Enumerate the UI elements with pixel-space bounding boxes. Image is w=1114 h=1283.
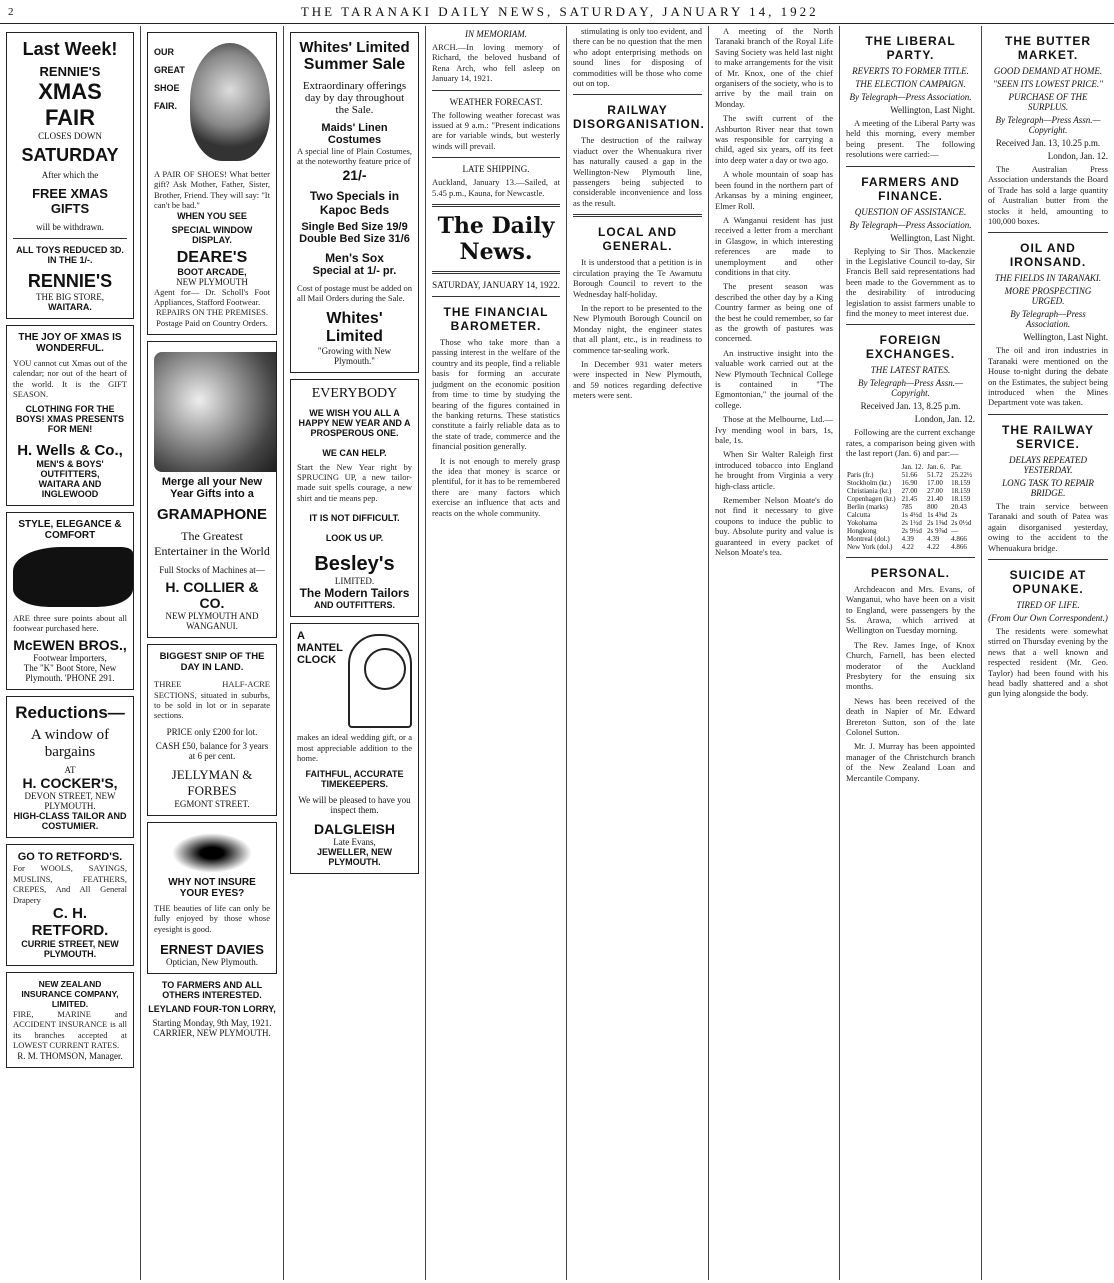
article-heading: FARMERS AND FINANCE.	[861, 174, 960, 203]
ad-line: will be withdrawn.	[36, 222, 104, 232]
article-text: Archdeacon and Mrs. Evans, of Wanganui, who have been on a visit to England, were passengers by the Ss. Arawa, which arrived at Wellington on Tuesday morning.	[846, 583, 975, 636]
table-cell: 4.39	[927, 534, 940, 543]
article-text: Replying to Sir Thos. Mackenzie in the Legislative Council to-day, Sir Francis Bell said representations had been made to the Government as to the desirability of introducing legislation to assist farmers unable to find the money to meet interest due.	[846, 245, 975, 319]
article-heading: LOCAL AND GENERAL.	[598, 225, 677, 254]
dateline: London, Jan. 12.	[914, 414, 975, 425]
ad-line: ERNEST DAVIES	[160, 942, 264, 958]
article-subheading: TIRED OF LIFE.	[1016, 599, 1080, 610]
article-text: The Rev. James Inge, of Knox Church, Farnell, has been elected moderator of the Auckland Presbytery for the ensuing six months.	[846, 639, 975, 692]
ad-text: Cost of postage must be added on all Mail Orders during the Sale.	[297, 282, 412, 304]
ad-line: A window of bargains	[30, 727, 110, 761]
article-text: News has been received of the death in Napier of Mr. Edward Brereton Sutton, son of the late Colonel Sutton.	[846, 695, 975, 737]
dalgleish-ad	[290, 623, 419, 874]
shoe-icon	[13, 547, 133, 607]
table-row	[846, 543, 975, 551]
table-cell: Paris (fr.)	[847, 470, 874, 479]
gramophone-image	[154, 352, 277, 472]
column-4	[426, 26, 566, 1280]
table-cell: 18.159	[951, 478, 971, 487]
insurance-ad	[6, 972, 134, 1068]
article-text: Those who take more than a passing interest in the welfare of the country and its people, find a reliable basis for forming an accurate judgment on the economic position from time to time by studying the bearing of the figures contained in the banking returns. These statistics constitute a fairly reliable data as to the state of trade, commerce and the financial position generally.	[432, 337, 560, 452]
table-cell: 21.40	[927, 494, 943, 503]
table-row	[846, 479, 975, 487]
table-cell: Calcutta	[847, 510, 871, 519]
dateline: Wellington, Last Night.	[890, 232, 975, 243]
article-subheading: "SEEN ITS LOWEST PRICE."	[993, 79, 1103, 89]
table-row	[846, 511, 975, 519]
ad-line: "Growing with New Plymouth."	[317, 345, 392, 366]
article-subheading: THE ELECTION CAMPAIGN.	[855, 79, 966, 89]
ad-line: AND OUTFITTERS.	[314, 600, 395, 611]
ad-line: RENNIE'S	[27, 271, 113, 291]
ad-text: makes an ideal wedding gift, or a most appreciable addition to the home.	[297, 732, 412, 764]
ad-line: H. COLLIER & CO.	[165, 579, 259, 612]
table-cell: 800	[927, 502, 938, 511]
column-5	[567, 26, 708, 1280]
article-text: A Wanganui resident has just received a letter from a merchant in Glasgow, in which interesting references are made to unemployment and other conditions in that city.	[715, 214, 833, 277]
ad-line: Full Stocks of Machines at—	[159, 565, 265, 576]
section-heading: IN MEMORIAM.	[465, 29, 527, 39]
column-1	[0, 26, 140, 1280]
deares-ad	[147, 32, 277, 335]
table-cell: 2s 1⅜d	[927, 518, 948, 527]
article-heading: THE BUTTER MARKET.	[1005, 34, 1091, 62]
ad-line: WE CAN HELP.	[322, 447, 387, 458]
page-number: 2	[8, 5, 14, 18]
article-text: The oil and iron industries in Taranaki were mentioned on the House to-night during the debate on the Estimates, the subject being introduced when the Mines Department vote was taken.	[988, 345, 1108, 408]
table-header-row	[846, 463, 975, 471]
article-subheading: REVERTS TO FORMER TITLE.	[852, 66, 969, 76]
article-text: Remember Nelson Moate's do not find it necessary to give coupons to induce the public to buy. Absolute purity and value is guaranteed in every packet of Nelson Moate's tea.	[715, 495, 833, 558]
byline: By Telegraph—Press Association.	[849, 219, 972, 230]
ad-heading: TO FARMERS AND ALL OTHERS INTERESTED.	[161, 980, 263, 1001]
article-text: When Sir Walter Raleigh first introduced tobacco into England he brought from Virginia a very high-class article.	[715, 449, 833, 491]
table-cell: 2s 9½d	[901, 526, 922, 535]
ad-line: Two Specials in Kapoc Beds	[309, 188, 400, 217]
article-heading: THE RAILWAY SERVICE.	[1002, 422, 1094, 451]
ad-heading: Reductions—	[15, 703, 125, 723]
ad-line: R. M. THOMSON, Manager.	[17, 1050, 123, 1061]
table-cell: Montreal (dol.)	[847, 534, 890, 543]
ad-line: CLOTHING FOR THE BOYS! XMAS PRESENTS FOR MEN!	[15, 403, 125, 434]
ad-line: Men's Sox	[325, 250, 384, 265]
ad-line: LEYLAND FOUR-TON LORRY,	[148, 1004, 276, 1015]
ad-heading: WHY NOT INSURE YOUR EYES?	[168, 876, 256, 899]
ad-line: Merge all your New Year Gifts into a	[161, 476, 263, 501]
editorial-heading: THE FINANCIAL BAROMETER.	[443, 305, 549, 334]
ad-line: IT IS NOT DIFFICULT.	[309, 513, 400, 524]
article-text: It is understood that a petition is in circulation praying the Te Awamutu Borough Council to revert to the Wednesday half-holiday.	[573, 257, 702, 299]
ad-text: A PAIR OF SHOES! What better gift? Ask Mother, Father, Sister, Brother, Friend. They will say: "It can't be bad."	[154, 169, 270, 211]
table-row	[846, 471, 975, 479]
table-cell: 18.159	[951, 494, 971, 503]
column-header	[846, 463, 901, 471]
column-8	[982, 26, 1114, 1280]
ad-price: 21/-	[342, 166, 367, 183]
section-heading: WEATHER FORECAST.	[449, 96, 543, 107]
ad-text: Agent for— Dr. Scholl's Foot Appliances, Stafford Footwear.	[154, 286, 270, 308]
column-header: Jan. 12.	[901, 462, 924, 471]
article-heading: SUICIDE AT OPUNAKE.	[1009, 567, 1087, 596]
table-cell: 2s 0½d	[951, 518, 972, 527]
masthead	[0, 0, 1114, 24]
received-line: Received Jan. 13, 8.25 p.m.	[860, 401, 961, 412]
table-cell: 27.00	[927, 486, 943, 495]
article-text: Those at the Melbourne, Ltd.—Ivy mending wool in bars, 1s, bale, 1s.	[715, 414, 833, 446]
ad-line: ALL TOYS REDUCED 3D. IN THE 1/-.	[16, 245, 124, 265]
table-cell: 785	[901, 502, 913, 511]
article-subheading: THE FIELDS IN TARANAKI.	[994, 273, 1102, 284]
article-text: The present season was described the other day by a King Country farmer as being one of the best he could remember, so far as the growth of pastures was concerned.	[715, 281, 833, 344]
masthead-title: THE TARANAKI DAILY NEWS, SATURDAY, JANUARY 14, 1922	[300, 3, 819, 19]
article-heading: THE LIBERAL PARTY.	[865, 34, 956, 62]
ad-heading: Whites' Limited	[299, 39, 410, 56]
ad-line: Whites' Limited	[326, 309, 383, 345]
ad-line: The Modern Tailors	[299, 586, 410, 601]
ad-heading: EVERYBODY	[311, 385, 398, 401]
received-line: Received Jan. 13, 10.25 p.m.	[995, 138, 1101, 148]
table-row	[846, 495, 975, 503]
table-row	[846, 535, 975, 543]
table-cell: Hongkong	[847, 526, 877, 535]
eye-image	[172, 833, 252, 873]
ad-heading: THE JOY OF XMAS IS WONDERFUL.	[18, 332, 122, 354]
article-text: Auckland, January 13.—Sailed, at 5.45 p.m., Kauna, for Newcastle.	[432, 177, 560, 198]
article-text: stimulating is only too evident, and there can be no question that the men who adopt enterprising methods on sound lines for disposing of commodities will be those who come out on top.	[573, 26, 702, 89]
ad-line: JEWELLER, NEW PLYMOUTH.	[316, 847, 392, 868]
ad-line: FREE XMAS GIFTS	[32, 186, 108, 216]
ad-heading: STYLE, ELEGANCE & COMFORT	[18, 518, 122, 541]
ad-line: PRICE only £200 for lot.	[166, 726, 258, 737]
ad-line: EGMONT STREET.	[174, 798, 250, 809]
ad-line: DEVON STREET, NEW PLYMOUTH.	[24, 791, 116, 812]
article-text: An instructive insight into the valuable work carried out at the New Plymouth Technical College is contained in "The Egmontonian," the journal of the college.	[715, 347, 833, 410]
ad-line: SATURDAY	[21, 145, 119, 165]
ad-text: FIRE, MARINE and ACCIDENT INSURANCE is all its branches accepted at LOWEST CURRENT RATES.	[13, 1009, 127, 1051]
ad-text: THE beauties of life can only be fully enjoyed by those whose eyesight is good.	[154, 902, 270, 934]
article-text: The swift current of the Ashburton River near that town was responsible for carrying a child, aged six years, off its feet into deep water a day or two ago.	[715, 113, 833, 165]
ad-line: OUR	[154, 47, 174, 57]
byline: By Telegraph—Press Assn.—Copyright.	[858, 378, 963, 399]
ad-line: BOOT ARCADE,	[177, 266, 247, 277]
collier-ad	[147, 341, 277, 638]
ad-line: The "K" Boot Store, New Plymouth. 'PHONE 291.	[23, 663, 117, 684]
ad-line: The Greatest Entertainer in the World	[154, 529, 270, 559]
table-cell: 2s 9⅞d	[927, 526, 948, 535]
byline: By Telegraph—Press Association.	[1010, 309, 1086, 330]
article-subheading: QUESTION OF ASSISTANCE.	[854, 206, 967, 217]
ad-line: NEW PLYMOUTH AND WANGANUI.	[165, 611, 259, 632]
ad-line: WHEN YOU SEE	[177, 210, 247, 221]
ad-line: Starting Monday, 9th May, 1921.	[152, 1018, 272, 1029]
ad-heading: NEW ZEALAND INSURANCE COMPANY, LIMITED.	[21, 979, 119, 1010]
article-text: Following are the current exchange rates, a comparison being given with the last report (Jan. 6) and par:—	[846, 427, 975, 459]
lorry-ad	[147, 980, 277, 1038]
ad-line: DEARE'S	[176, 248, 248, 266]
article-text: In the report to be presented to the New Plymouth Borough Council on Monday night, the engineer states that all plant, etc., is in readiness to commence tar-sealing work.	[573, 302, 702, 355]
article-subheading: DELAYS REPEATED YESTERDAY.	[1009, 454, 1087, 475]
ad-line: CASH £50, balance for 3 years at 6 per cent.	[155, 740, 269, 761]
article-heading: RAILWAY DISORGANISATION.	[573, 103, 705, 132]
article-text: A meeting of the Liberal Party was held this morning, every member being present. The following resolutions were carried:—	[846, 118, 975, 160]
article-text: Mr. J. Murray has been appointed manager of the Christchurch branch of the New Zealand Loan and Mercantile Company.	[846, 741, 975, 783]
table-cell: 4.22	[927, 542, 940, 551]
ad-line: WE WISH YOU ALL A HAPPY NEW YEAR AND A PROSPEROUS ONE.	[298, 407, 411, 438]
whites-ad	[290, 32, 419, 373]
table-cell: 27.00	[901, 486, 918, 495]
ad-line: HIGH-CLASS TAILOR AND COSTUMIER.	[13, 811, 127, 832]
dateline: SATURDAY, JANUARY 14, 1922.	[432, 280, 560, 291]
table-cell: Copenhagen (kr.)	[847, 494, 896, 503]
ad-heading: BIGGEST SNIP OF THE DAY IN LAND.	[159, 651, 265, 674]
dateline: Wellington, Last Night.	[890, 105, 975, 115]
besleys-ad: EVERYBODY WE WISH YOU ALL A HAPPY NEW YEAR AND A PROSPEROUS ONE. WE CAN HELP. Start the New Year right by SPRUCING UP, a new tailor-made suit spells courage, a new shirt and tie means pep. IT IS NOT DIFFICULT. LOOK US UP. Besley's LIMITED. The Modern Tailors AND OUTFITTERS.	[290, 379, 419, 618]
ad-line: CURRIE STREET, NEW PLYMOUTH.	[21, 939, 119, 960]
ad-line: Extraordinary offerings day by day throughout the Sale.	[302, 80, 407, 116]
column-6	[709, 26, 839, 1280]
ad-line: WAITARA AND INGLEWOOD	[38, 478, 102, 499]
table-cell: 25.22½	[951, 470, 973, 479]
table-cell: 16.90	[901, 478, 918, 487]
ad-heading: GO TO RETFORD'S.	[17, 851, 123, 864]
column-3	[284, 26, 425, 1280]
column-header: Jan. 6.	[927, 462, 946, 471]
table-cell: 4.39	[901, 534, 914, 543]
column-header: Par.	[951, 462, 962, 471]
ad-text: YOU cannot cut Xmas out of the calendar; nor out of the heart of the world. It is the GIFT SEASON.	[13, 358, 127, 400]
ad-heading: GRAMAPHONE	[156, 506, 267, 524]
ad-heading: A MANTEL CLOCK	[297, 630, 343, 667]
ad-line: H. Wells & Co.,	[17, 441, 123, 459]
paper-nameplate: The Daily News.	[437, 213, 555, 266]
table-cell: 2s	[951, 510, 958, 519]
santa-image	[190, 43, 270, 161]
table-cell: 4.866	[951, 542, 967, 551]
table-cell: Stockholm (kr.)	[847, 478, 891, 487]
table-cell: New York (dol.)	[847, 542, 893, 551]
article-text: The train service between Taranaki and south of Patea was again disorganised yesterday, owing to the accident to the Whenuakura bridge.	[988, 500, 1108, 553]
cocker-ad	[6, 696, 134, 838]
ad-line: We will be pleased to have you inspect them.	[298, 795, 411, 816]
ad-text: THREE HALF-ACRE SECTIONS, situated in suburbs, to be sold in lot or in separate sections.	[154, 679, 270, 721]
article-text: The following weather forecast was issued at 9 a.m.: "Present indications are for variable winds, but westerly winds will prevail.	[432, 109, 560, 151]
article-subheading: GOOD DEMAND AT HOME.	[993, 66, 1103, 76]
table-cell: —	[951, 526, 959, 535]
ad-line: MEN'S & BOYS' OUTFITTERS,	[36, 458, 104, 479]
article-text: The residents were somewhat stirred on Thursday evening by the news that a well known and respected resident (Mr. Geo. Taylor) had been found with his head badly shattered and a shot gun lying alongside the body.	[988, 625, 1108, 699]
article-text: The destruction of the railway viaduct over the Whenuakura river has naturally caused a gap in the Wellington-New Plymouth line, passengers being subjected to considerable inconvenience and loss as the result.	[573, 135, 702, 208]
byline: By Telegraph—Press Association.	[849, 92, 972, 102]
table-cell: 2s 1½d	[901, 518, 922, 527]
davies-ad	[147, 822, 277, 974]
ad-line: FAITHFUL, ACCURATE TIMEKEEPERS.	[305, 769, 404, 790]
ad-line: Summer Sale	[303, 56, 406, 73]
article-subheading: (From Our Own Correspondent.)	[988, 612, 1108, 623]
ad-line: SPECIAL WINDOW DISPLAY.	[171, 224, 253, 245]
ad-line: DALGLEISH	[314, 821, 395, 838]
ad-line: Besley's	[314, 553, 395, 576]
table-cell: 1s 4½d	[901, 510, 922, 519]
ad-line: RENNIE'S	[39, 64, 101, 79]
ad-price: Special at 1/- pr.	[312, 264, 397, 277]
ad-line: NEW PLYMOUTH	[176, 276, 248, 287]
article-text: It is not enough to merely grasp the idea that money is scarce or plentiful, for it has to be remembered there are many factors which exercise an influence that acts and reacts on the whole community.	[432, 455, 560, 518]
dateline: Wellington, Last Night.	[1023, 332, 1108, 343]
article-heading: OIL AND IRONSAND.	[1009, 241, 1087, 270]
ad-line: JELLYMAN & FORBES	[171, 766, 253, 798]
ad-line: THE BIG STORE,	[35, 292, 105, 302]
table-row	[846, 487, 975, 495]
article-subheading: MORE PROSPECTING URGED.	[1004, 286, 1092, 307]
table-row	[846, 527, 975, 535]
column-7	[840, 26, 981, 1280]
article-text: The Australian Press Association understands the Board of Trade has sold a large quantity of Australian butter from the stocks it held, amounting to 100,000 boxes.	[988, 164, 1108, 227]
table-cell: 1s 4⅝d	[927, 510, 948, 519]
ad-line: CLOSES DOWN	[38, 131, 102, 141]
section-heading: LATE SHIPPING.	[462, 164, 530, 175]
table-cell: 17.00	[927, 478, 943, 487]
ad-line: After which the	[41, 170, 99, 180]
ad-line: Maids' Linen Costumes	[321, 122, 388, 146]
ad-line: LOOK US UP.	[325, 533, 384, 544]
ad-text: A special line of Plain Costumes, at the noteworthy feature price of	[297, 146, 412, 167]
ad-line: Footwear Importers,	[33, 653, 107, 664]
article-text: In December 931 water meters were inspected in New Plymouth, and 59 notices regarding defective meters were sent.	[573, 358, 702, 401]
ad-line: FAIR	[44, 105, 96, 130]
ad-line: Optician, New Plymouth.	[166, 957, 258, 968]
exchange-rates-table	[846, 463, 975, 551]
ad-price: Double Bed Size 31/6	[299, 232, 410, 245]
ad-line: C. H. RETFORD.	[31, 905, 109, 940]
ad-line: WAITARA.	[48, 302, 92, 312]
ad-line: LIMITED.	[334, 576, 375, 587]
article-text: ARCH.—In loving memory of Richard, the beloved husband of Rena Arch, who fell asleep on January 14, 1921.	[432, 42, 560, 84]
article-heading: PERSONAL.	[870, 565, 950, 580]
article-subheading: THE LATEST RATES.	[870, 365, 951, 376]
mcewen-ad	[6, 512, 134, 691]
table-cell: 20.43	[951, 502, 967, 511]
table-cell: 51.66	[901, 470, 918, 479]
ad-line: CARRIER, NEW PLYMOUTH.	[153, 1028, 271, 1039]
byline: By Telegraph—Press Assn.—Copyright.	[995, 115, 1101, 135]
table-cell: 4.866	[951, 534, 967, 543]
ad-line: XMAS	[38, 79, 102, 104]
ad-text: REPAIRS ON THE PREMISES. Postage Paid on Country Orders.	[156, 307, 268, 328]
table-row	[846, 503, 975, 511]
table-cell: 21.45	[901, 494, 918, 503]
table-cell: 18.159	[951, 486, 971, 495]
article-text: A whole mountain of soap has been found in the northern part of Arkansas by a mining engineer, Elmer Roll.	[715, 169, 833, 211]
ad-text: ARE three sure points about all footwear purchased here.	[13, 612, 127, 634]
table-row	[846, 519, 975, 527]
retford-ad	[6, 844, 134, 966]
table-cell: Yokohama	[847, 518, 878, 527]
ad-price: Single Bed Size 19/9	[301, 220, 408, 233]
jellyman-ad	[147, 644, 277, 816]
article-heading: FOREIGN EXCHANGES.	[865, 333, 956, 362]
table-cell: Christiania (kr.)	[847, 486, 892, 495]
dateline: London, Jan. 12.	[1047, 151, 1108, 161]
article-subheading: PURCHASE OF THE SURPLUS.	[1008, 92, 1088, 112]
table-cell: 4.22	[901, 542, 914, 551]
ad-line: SHOE	[154, 83, 180, 93]
ad-line: AT	[64, 765, 76, 776]
ad-line: H. COCKER'S,	[22, 775, 118, 792]
ad-line: GREAT	[154, 65, 185, 75]
wells-ad	[6, 325, 134, 506]
ad-line: Late Evans,	[333, 837, 376, 848]
ad-line: McEWEN BROS.,	[13, 637, 127, 654]
clock-icon	[348, 634, 412, 728]
rennies-ad	[6, 32, 134, 319]
article-subheading: LONG TASK TO REPAIR BRIDGE.	[1002, 477, 1094, 498]
article-text: A meeting of the North Taranaki branch of the Royal Life Saving Society was held last night to make arrangements for the visit of Mr. Knox, one of the chief organisers of the society, who is to arrive by the mail train on Monday.	[715, 26, 833, 109]
ad-heading: Last Week!	[22, 39, 118, 59]
table-cell: Berlin (marks)	[847, 502, 889, 511]
table-cell: 51.72	[927, 470, 943, 479]
ad-text: For WOOLS, SAYINGS, MUSLINS, FEATHERS, CREPES, And All General Drapery	[13, 863, 127, 905]
column-2	[141, 26, 283, 1280]
ad-line: FAIR.	[154, 101, 178, 111]
